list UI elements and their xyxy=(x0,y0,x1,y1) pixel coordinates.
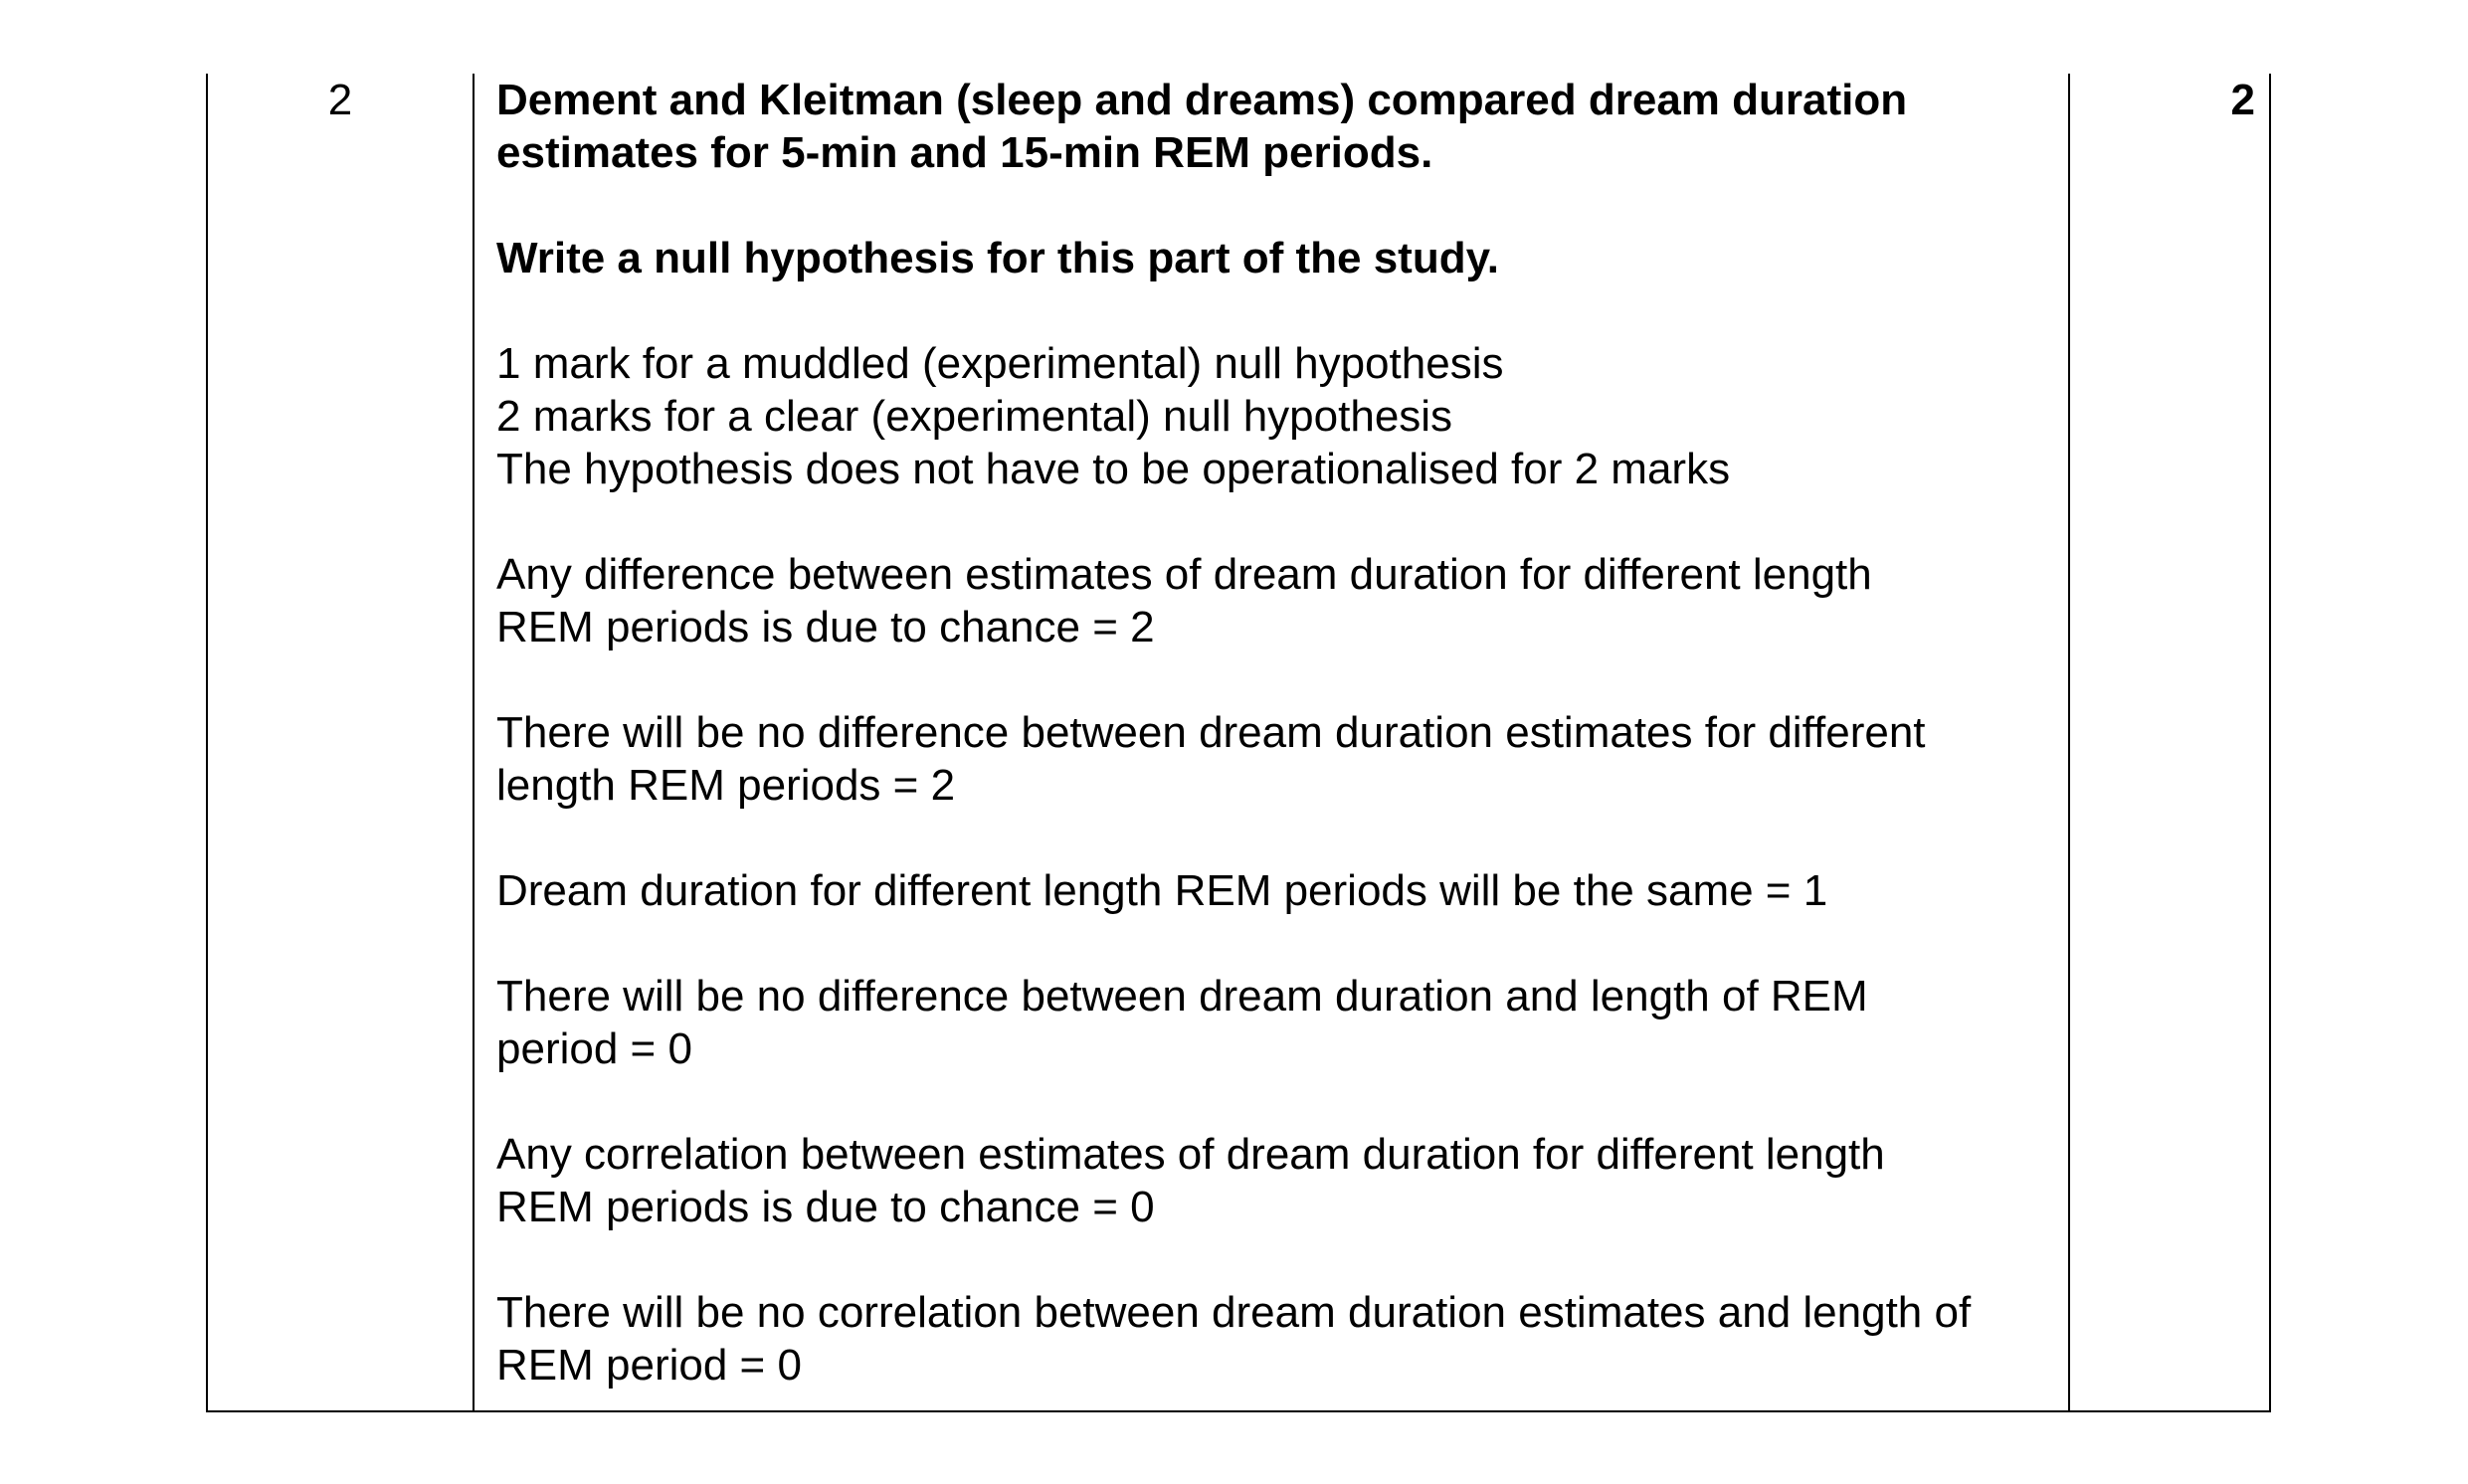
question-stem-line: Dement and Kleitman (sleep and dreams) compared dream duration xyxy=(496,76,1908,124)
question-number: 2 xyxy=(327,76,353,124)
column-divider-number xyxy=(473,74,475,1410)
question-instruction xyxy=(496,232,2058,284)
example-answer-line: Any difference between estimates of dream duration for different length xyxy=(496,550,1872,599)
example-answer-line: length REM periods = 2 xyxy=(496,761,956,810)
example-answer-line: period = 0 xyxy=(496,1024,692,1073)
guidance-line: 2 marks for a clear (experimental) null hypothesis xyxy=(496,392,1453,441)
mark-scheme-table xyxy=(206,74,2271,1412)
question-instruction-line: Write a null hypothesis for this part of the study. xyxy=(496,234,1500,282)
column-divider-marks xyxy=(2068,74,2070,1410)
example-answer xyxy=(496,970,2058,1075)
marks-available: 2 xyxy=(2230,76,2255,124)
answer-cell xyxy=(496,74,2058,1391)
example-answer xyxy=(496,548,2058,653)
example-answer-line: Any correlation between estimates of dream duration for different length xyxy=(496,1130,1885,1179)
example-answer-line: There will be no difference between dream duration estimates for different xyxy=(496,708,1926,757)
example-answer-line: REM periods is due to chance = 2 xyxy=(496,603,1155,651)
marking-guidance xyxy=(496,337,2058,495)
guidance-line: 1 mark for a muddled (experimental) null hypothesis xyxy=(496,339,1504,388)
question-stem-line: estimates for 5-min and 15-min REM periods. xyxy=(496,128,1433,177)
example-answer-line: REM period = 0 xyxy=(496,1341,802,1390)
example-answer xyxy=(496,706,2058,812)
guidance-line: The hypothesis does not have to be operationalised for 2 marks xyxy=(496,445,1731,493)
example-answer xyxy=(496,1128,2058,1233)
example-answer-line: There will be no difference between dream duration and length of REM xyxy=(496,972,1868,1020)
example-answer xyxy=(496,864,2058,917)
example-answer-line: Dream duration for different length REM periods will be the same = 1 xyxy=(496,866,1828,915)
example-answer-line: REM periods is due to chance = 0 xyxy=(496,1183,1155,1231)
example-answer xyxy=(496,1286,2058,1391)
question-stem xyxy=(496,74,2058,179)
example-answer-line: There will be no correlation between dream duration estimates and length of xyxy=(496,1288,1972,1337)
